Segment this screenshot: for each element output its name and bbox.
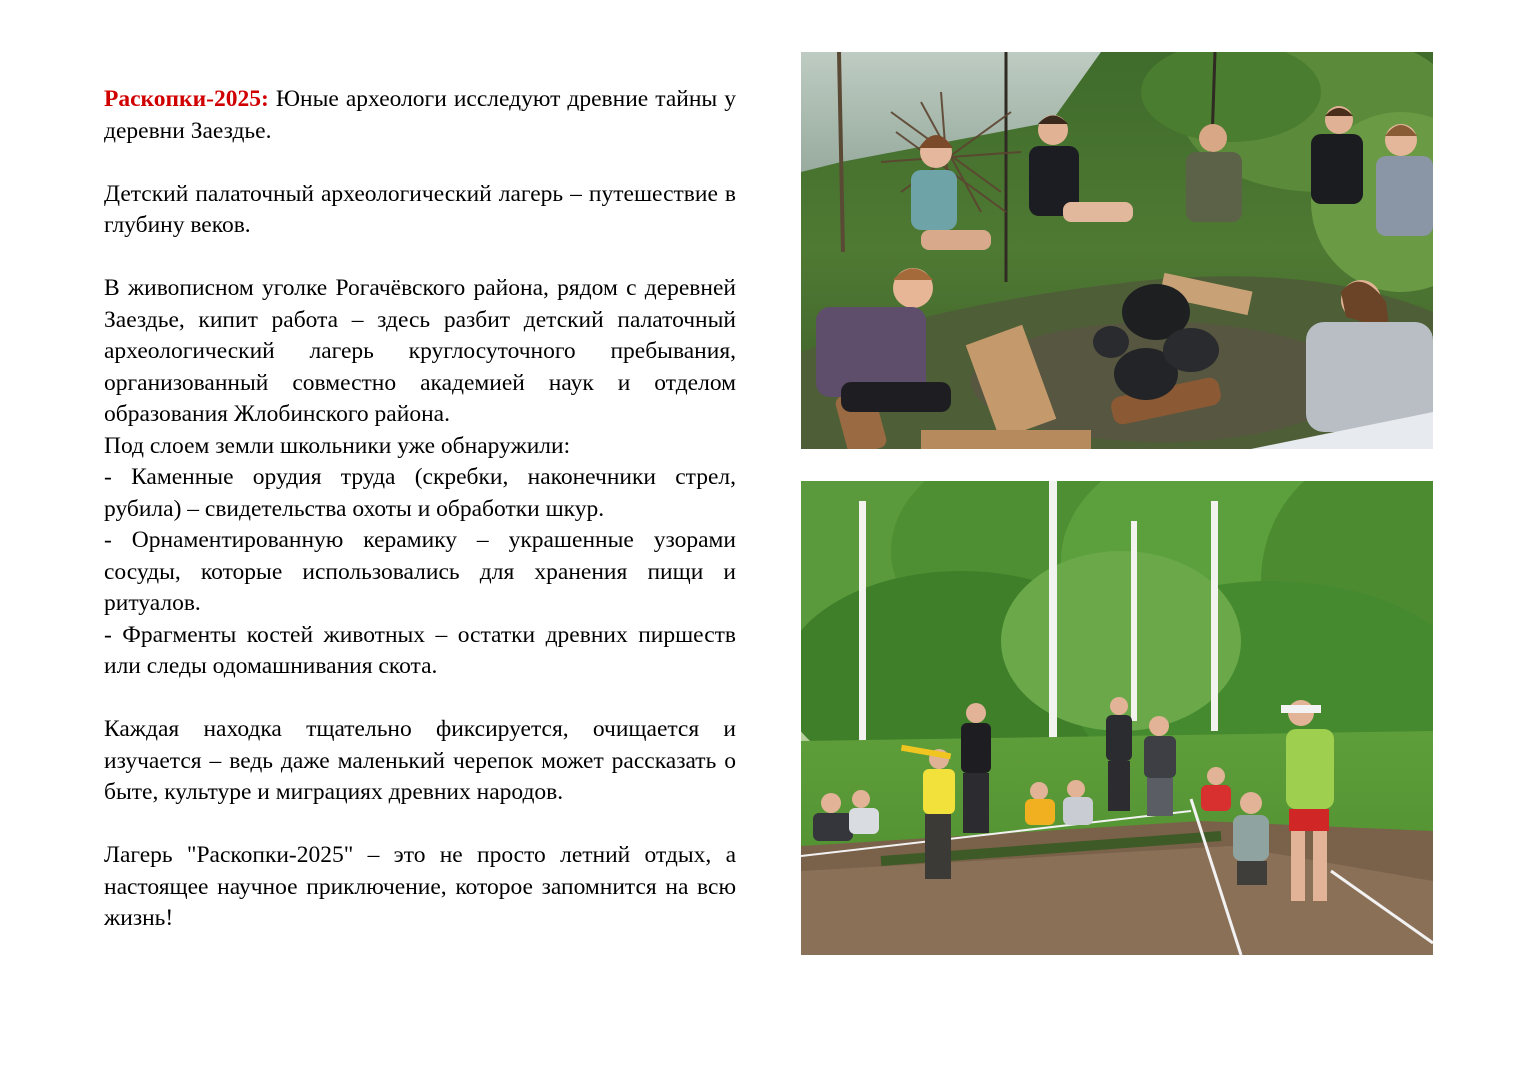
- finds-item: - Каменные орудия труда (скребки, наконечники стрел, рубила) – свидетельства охоты и обработки шкур.: [104, 464, 736, 522]
- intro-paragraph: В живописном уголке Рогачёвского района, рядом с деревней Заездье, кипит работа – здесь разбит детский палаточный археологический лагерь круглосуточного пребывания, организованный совместно академией наук и отделом образования Жлобинского района.: [104, 275, 736, 427]
- finds-item: - Фрагменты костей животных – остатки древних пиршеств или следы одомашнивания скота.: [104, 621, 736, 679]
- finds-item: - Орнаментированную керамику – украшенные узорами сосуды, которые использовались для хранения пищи и ритуалов.: [104, 527, 736, 616]
- conclusion-paragraph: Лагерь "Раскопки-2025" – это не просто летний отдых, а настоящее научное приключение, которое запомнится на всю жизнь!: [104, 842, 736, 931]
- excavation-photo: [801, 481, 1433, 955]
- article-text: [104, 84, 736, 935]
- finds-intro: Под слоем земли школьники уже обнаружили:: [104, 432, 571, 459]
- article-title-rest: Юные археологи исследуют древние тайны у деревни Заездье.: [104, 86, 737, 144]
- camp-meal-image: [801, 52, 1433, 449]
- process-paragraph: Каждая находка тщательно фиксируется, очищается и изучается – ведь даже маленький черепок может рассказать о быте, культуре и миграциях древних народов.: [104, 716, 736, 805]
- article-title: Раскопки-2025:: [104, 86, 269, 112]
- article-subtitle: Детский палаточный археологический лагерь – путешествие в глубину веков.: [104, 180, 736, 238]
- excavation-image: [801, 481, 1433, 955]
- camp-meal-photo: [801, 52, 1433, 449]
- article-lead: [104, 84, 736, 147]
